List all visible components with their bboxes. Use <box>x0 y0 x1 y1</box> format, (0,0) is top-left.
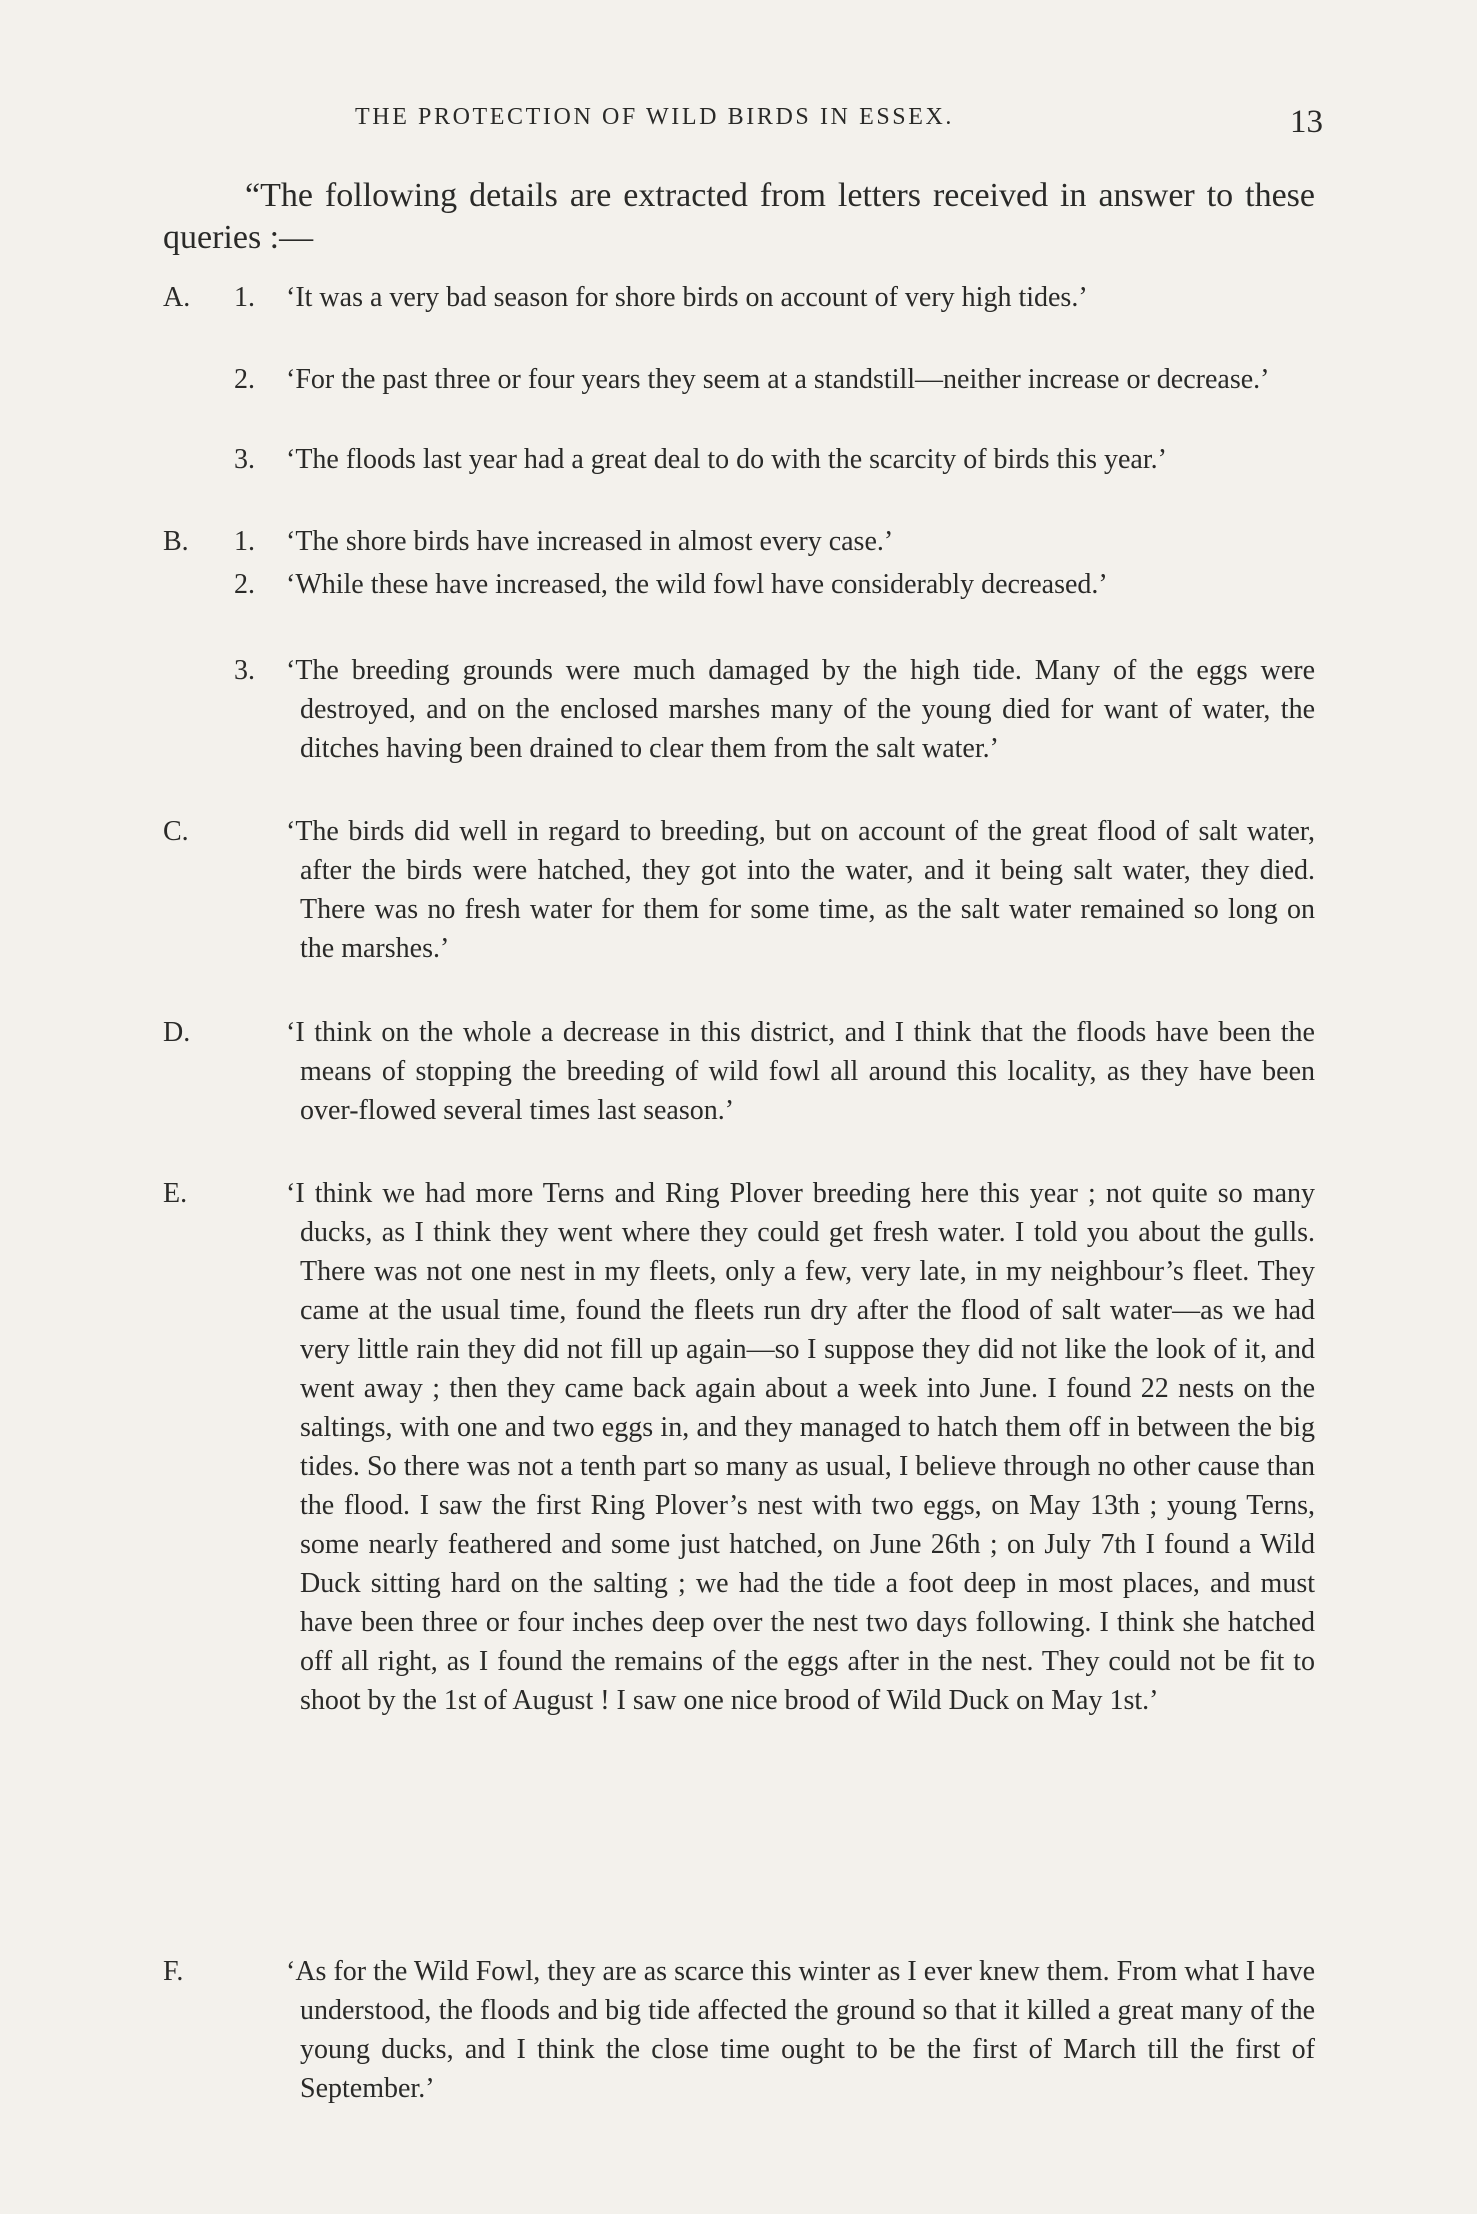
entry-text: ‘For the past three or four years they seem at a standstill—neither increase or decrease.’ <box>286 364 1270 395</box>
page-header <box>0 104 1477 144</box>
entry-letter: B. <box>163 526 189 557</box>
entry-text: ‘I think on the whole a decrease in this district, and I think that the floods have been the means of stopping the breeding of wild fowl all around this locality, as they have been over-flowed several times last season.’ <box>286 1017 1315 1126</box>
entry-text: ‘The birds did well in regard to breeding, but on account of the great flood of salt water, after the birds were hatched, they got into the water, and it being salt water, they died. There was no fresh water for them for some time, as the salt water remained so long on the marshes.’ <box>286 816 1315 964</box>
entry-text: ‘It was a very bad season for shore birds on account of very high tides.’ <box>286 282 1088 313</box>
entry-letter: D. <box>163 1017 191 1048</box>
entry-number: 2. <box>234 569 255 600</box>
entry-text: ‘As for the Wild Fowl, they are as scarce this winter as I ever knew them. From what I have understood, the floods and big tide affected the ground so that it killed a great many of the young ducks, and I think the close time ought to be the first of March till the first of September.’ <box>286 1956 1315 2104</box>
entry-letter: C. <box>163 816 189 847</box>
entry-text: ‘I think we had more Terns and Ring Plover breeding here this year ; not quite so many ducks, as I think they went where they could get fresh water. I told you about the gulls. There was not one nest in my fleets, only a few, very late, in my neighbour’s fleet. They came at the usual time, found the fleets run dry after the flood of salt water—as we had very little rain they did not fill up again—so I suppose they did not like the look of it, and went away ; then they came back again about a week into June. I found 22 nests on the saltings, with one and two eggs in, and they managed to hatch them off in between the big tides. So there was not a tenth part so many as usual, I believe through no other cause than the flood. I saw the first Ring Plover’s nest with two eggs, on May 13th ; young Terns, some nearly feathered and some just hatched, on June 26th ; on July 7th I found a Wild Duck sitting hard on the salting ; we had the tide a foot deep in most places, and must have been three or four inches deep over the nest two days following. I think she hatched off all right, as I found the remains of the eggs after in the nest. They could not be fit to shoot by the 1st of August ! I saw one nice brood of Wild Duck on May 1st.’ <box>286 1178 1315 1716</box>
entry-letter: E. <box>163 1178 188 1209</box>
entry-number: 3. <box>234 655 255 686</box>
entry-number: 1. <box>234 526 255 557</box>
entry-number: 1. <box>234 282 255 313</box>
entry-number: 3. <box>234 444 255 475</box>
page-number: 13 <box>1290 104 1323 140</box>
entry-text: ‘While these have increased, the wild fowl have considerably decreased.’ <box>286 569 1108 600</box>
entry-text: ‘The shore birds have increased in almost every case.’ <box>286 526 894 557</box>
entry-text: ‘The floods last year had a great deal to do with the scarcity of birds this year.’ <box>286 444 1167 475</box>
entry-text: ‘The breeding grounds were much damaged by the high tide. Many of the eggs were destroyed, and on the enclosed marshes many of the young died for want of water, the ditches having been drained to clear them from the salt water.’ <box>286 655 1315 764</box>
entry-letter: A. <box>163 282 191 313</box>
intro-paragraph: “The following details are extracted from letters received in answer to these queries :— <box>163 177 1315 256</box>
entry-number: 2. <box>234 364 255 395</box>
running-title: THE PROTECTION OF WILD BIRDS IN ESSEX. <box>355 104 955 130</box>
entry-letter: F. <box>163 1956 184 1987</box>
